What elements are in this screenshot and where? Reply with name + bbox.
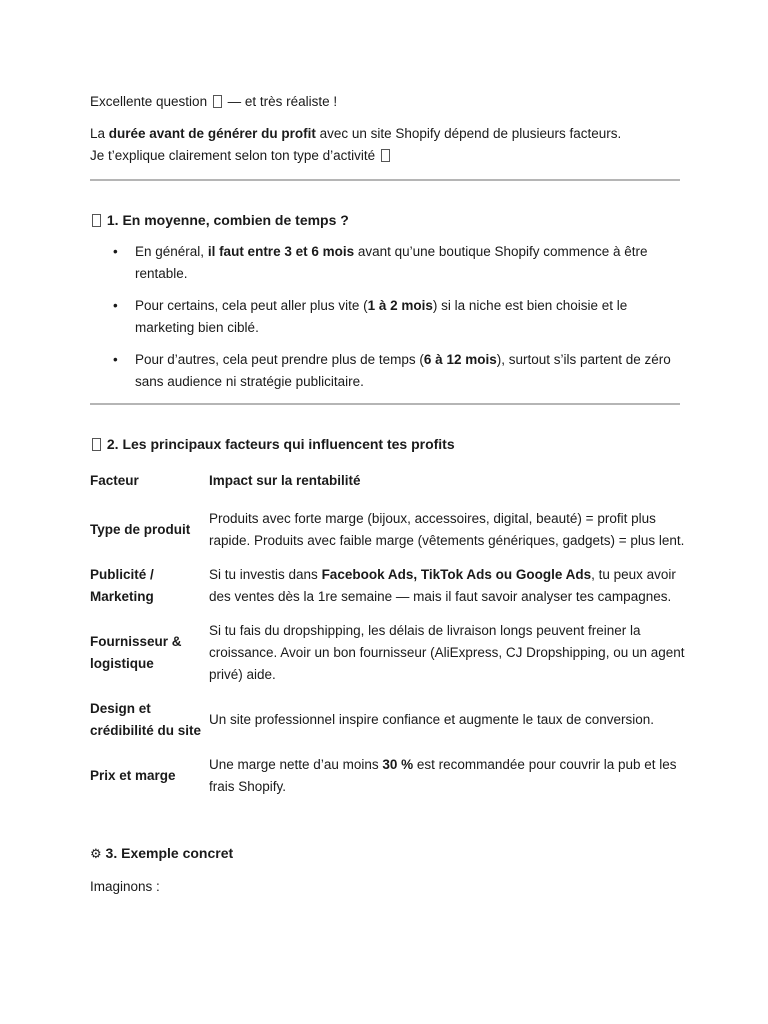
intro-line-2 <box>90 123 680 145</box>
document-content <box>90 91 685 898</box>
list-item-pre: Pour certains, cela peut aller plus vite ( <box>135 298 368 313</box>
impact-text: Produits avec forte marge (bijoux, accessoires, digital, beauté) = profit plus rapide. Produits avec faible marge (vêtements génériques, gadgets) = plus lent. <box>209 511 685 548</box>
section-2-title <box>90 433 680 455</box>
section-1-title <box>90 209 680 231</box>
table-cell-impact <box>209 502 690 558</box>
table-cell-factor: Publicité / Marketing <box>90 567 154 604</box>
missing-emoji-icon <box>92 214 101 227</box>
intro-line-2-bold: durée avant de générer du profit <box>108 126 316 141</box>
list-item-post: ) si la niche est bien choisie et le marketing bien ciblé. <box>135 298 628 335</box>
list-item <box>135 349 680 393</box>
table-header-factor: Facteur <box>90 473 139 488</box>
table-cell-impact <box>209 558 690 614</box>
table-cell-factor: Prix et marge <box>90 768 176 783</box>
list-item <box>135 295 680 339</box>
list-item-post: ), surtout s’ils partent de zéro sans audience ni stratégie publicitaire. <box>135 352 671 389</box>
missing-emoji-icon <box>381 149 390 162</box>
impact-text-tail: , tu peux avoir des ventes dès la 1re semaine — mais il faut savoir analyser tes campagnes. <box>209 567 676 604</box>
section-1-list <box>90 241 680 393</box>
impact-text: Une marge nette d’au moins <box>209 757 383 772</box>
table-row <box>90 748 690 804</box>
list-item-bold: 6 à 12 mois <box>423 352 497 367</box>
impact-bold: 30 % <box>382 757 414 772</box>
section-divider <box>90 179 680 181</box>
missing-emoji-icon <box>213 95 222 108</box>
intro-line-2-post: avec un site Shopify dépend de plusieurs facteurs. <box>315 126 622 141</box>
table-row <box>90 692 690 748</box>
table-header-impact: Impact sur la rentabilité <box>209 473 361 488</box>
table-row <box>90 558 690 614</box>
impact-text: Si tu investis dans <box>209 567 322 582</box>
table-cell-impact <box>209 748 690 804</box>
intro-text: Excellente question <box>90 94 211 109</box>
intro-line-1 <box>90 91 680 113</box>
factors-table <box>90 465 690 804</box>
table-cell-impact <box>209 614 690 692</box>
table-cell-factor: Fournisseur & logistique <box>90 634 182 671</box>
intro-line-3-text: Je t’explique clairement selon ton type d’activité <box>90 148 379 163</box>
table-header-row <box>90 465 690 502</box>
table-cell-factor: Design et crédibilité du site <box>90 701 202 738</box>
list-item-pre: En général, <box>135 244 208 259</box>
intro-line-2-pre: La <box>90 126 109 141</box>
impact-text-tail: est recommandée pour couvrir la pub et les frais Shopify. <box>209 757 677 794</box>
section-2-title-text: 2. Les principaux facteurs qui influencent tes profits <box>106 436 455 452</box>
table-row <box>90 502 690 558</box>
impact-text: Un site professionnel inspire confiance et augmente le taux de conversion. <box>209 712 655 727</box>
section-3-text: Imaginons : <box>90 879 160 894</box>
table-row <box>90 614 690 692</box>
table-cell-impact <box>209 692 690 748</box>
list-item-pre: Pour d’autres, cela peut prendre plus de temps ( <box>135 352 424 367</box>
missing-emoji-icon <box>92 438 101 451</box>
impact-bold: Facebook Ads, TikTok Ads ou Google Ads <box>321 567 592 582</box>
section-3-title-text: 3. Exemple concret <box>105 845 234 861</box>
intro-text-tail: — et très réaliste ! <box>223 94 338 109</box>
section-divider <box>90 403 680 405</box>
section-3-title <box>90 842 680 866</box>
impact-text: Si tu fais du dropshipping, les délais de livraison longs peuvent freiner la croissance. Avoir un bon fournisseur (AliExpress, CJ Dropshipping, ou un agent privé) aide. <box>209 623 685 682</box>
list-item <box>135 241 680 285</box>
intro-line-3 <box>90 145 680 167</box>
list-item-bold: il faut entre 3 et 6 mois <box>207 244 355 259</box>
list-item-bold: 1 à 2 mois <box>367 298 433 313</box>
section-1-title-text: 1. En moyenne, combien de temps ? <box>106 212 349 228</box>
list-item-post: avant qu’une boutique Shopify commence à être rentable. <box>135 244 648 281</box>
table-cell-factor: Type de produit <box>90 522 191 537</box>
gear-icon: ⚙ <box>90 847 102 862</box>
